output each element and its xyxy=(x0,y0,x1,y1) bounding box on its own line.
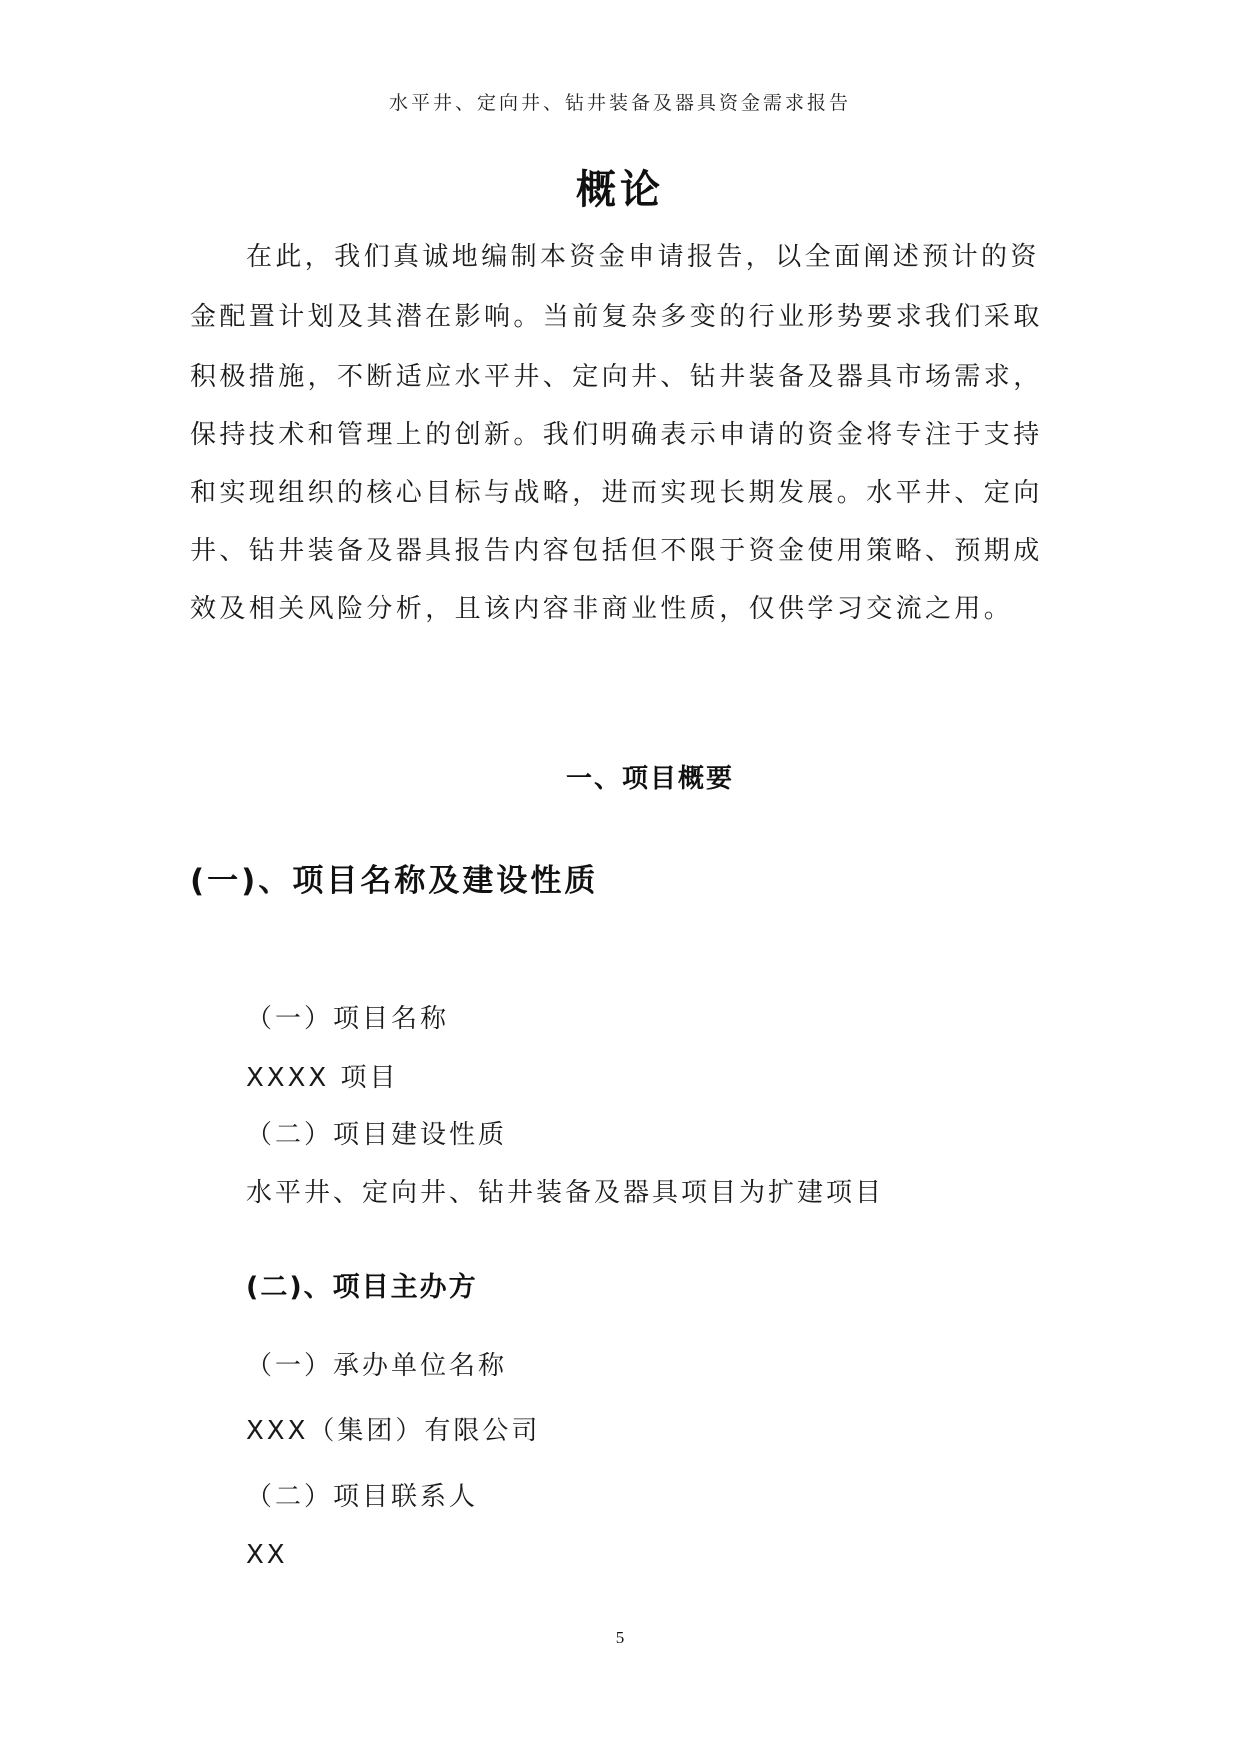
paragraph-line: 保持技术和管理上的创新。我们明确表示申请的资金将专注于支持 xyxy=(190,420,1043,450)
section-heading: 一、项目概要 xyxy=(565,764,734,794)
item-value: XXX（集团）有限公司 xyxy=(246,1416,541,1446)
item-label: （一）项目名称 xyxy=(246,1004,450,1034)
item-value: XX xyxy=(246,1540,288,1570)
paragraph-line: 在此，我们真诚地编制本资金申请报告，以全面阐述预计的资 xyxy=(246,242,1040,272)
paragraph-line: 积极措施，不断适应水平井、定向井、钻井装备及器具市场需求， xyxy=(190,362,1043,392)
paragraph-line: 金配置计划及其潜在影响。当前复杂多变的行业形势要求我们采取 xyxy=(190,302,1043,332)
item-label: （一）承办单位名称 xyxy=(246,1351,508,1381)
paragraph-line: 井、钻井装备及器具报告内容包括但不限于资金使用策略、预期成 xyxy=(190,536,1043,566)
page-title: 概论 xyxy=(576,167,664,213)
running-header: 水平井、定向井、钻井装备及器具资金需求报告 xyxy=(388,92,851,114)
item-value: 水平井、定向井、钻井装备及器具项目为扩建项目 xyxy=(246,1178,885,1208)
subsection-heading-sponsor: (二)、项目主办方 xyxy=(246,1272,478,1303)
page-number: 5 xyxy=(615,1628,625,1647)
item-label: （二）项目联系人 xyxy=(246,1482,479,1512)
paragraph-line: 效及相关风险分析，且该内容非商业性质，仅供学习交流之用。 xyxy=(190,594,1014,624)
subsection-heading-project-name: (一)、项目名称及建设性质 xyxy=(190,863,599,899)
paragraph-line: 和实现组织的核心目标与战略，进而实现长期发展。水平井、定向 xyxy=(190,478,1043,508)
item-value: XXXX 项目 xyxy=(246,1063,399,1093)
item-label: （二）项目建设性质 xyxy=(246,1120,508,1150)
